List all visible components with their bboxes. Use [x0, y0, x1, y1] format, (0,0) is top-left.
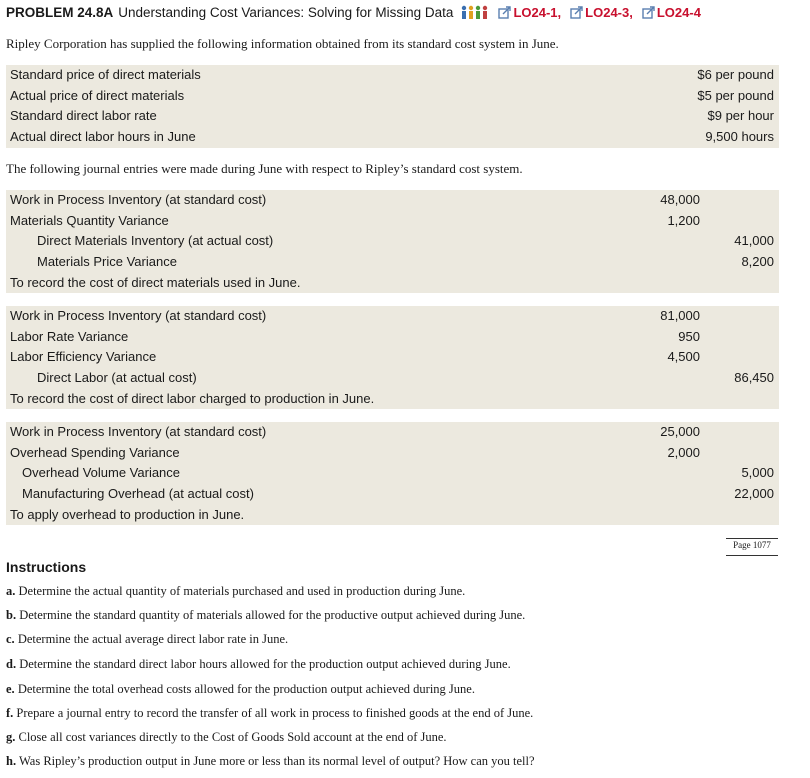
account-name: Labor Rate Variance — [10, 328, 129, 344]
instruction-text: Was Ripley’s production output in June more or less than its normal level of output? How can you tell? — [18, 754, 535, 768]
journal-explanation — [6, 389, 779, 410]
journal-line — [6, 190, 779, 211]
account-name: Work in Process Inventory (at standard cost) — [10, 192, 267, 207]
instruction-item — [6, 632, 288, 647]
intro-text: Ripley Corporation has supplied the following information obtained from its standard cost system in June. — [6, 36, 559, 51]
instruction-key: h. — [6, 754, 17, 768]
account-name: Direct Materials Inventory (at actual cost) — [37, 233, 274, 249]
page-reference: Page 1077 — [726, 538, 778, 556]
instruction-key: b. — [6, 608, 17, 622]
external-link-icon — [498, 6, 511, 19]
credit-amount: 5,000 — [741, 465, 774, 481]
instruction-item — [6, 730, 447, 745]
account-name: Direct Labor (at actual cost) — [37, 370, 197, 386]
journal-explanation — [6, 505, 779, 526]
instructions-title: Instructions — [6, 559, 87, 575]
group-activity-icon — [459, 4, 489, 20]
problem-header — [6, 2, 701, 22]
credit-amount: 22,000 — [734, 486, 774, 502]
external-link-icon — [642, 6, 655, 19]
learning-objective-2-label: LO24-3 — [585, 4, 630, 20]
journal-explanation — [6, 273, 779, 294]
instruction-item — [6, 657, 511, 672]
instruction-text: Determine the total overhead costs allowed for the production output achieved during June. — [17, 682, 475, 696]
standards-label: Standard direct labor rate — [10, 108, 157, 124]
account-name: Overhead Volume Variance — [22, 465, 181, 481]
credit-amount: 41,000 — [734, 233, 774, 249]
journal-line — [6, 463, 779, 484]
standards-row — [6, 127, 779, 148]
instruction-item — [6, 706, 533, 721]
debit-amount: 48,000 — [660, 192, 700, 207]
standards-value: $5 per pound — [697, 87, 774, 103]
standards-value: $9 per hour — [707, 108, 774, 124]
journal-line — [6, 231, 779, 252]
instruction-key: f. — [6, 706, 14, 720]
account-name: Materials Price Variance — [37, 254, 177, 270]
account-name: Overhead Spending Variance — [10, 444, 180, 460]
instruction-key: a. — [6, 584, 16, 598]
explanation-text: To record the cost of direct labor charged to production in June. — [10, 390, 375, 406]
journal-line — [6, 327, 779, 348]
journal-line — [6, 368, 779, 389]
problem-title: Understanding Cost Variances: Solving for Missing Data — [118, 4, 454, 20]
debit-amount: 950 — [678, 328, 700, 344]
instruction-text: Determine the standard quantity of materials allowed for the productive output achieved during June. — [19, 608, 526, 622]
standards-table — [6, 65, 779, 148]
instruction-text: Determine the actual quantity of materials purchased and used in production during June. — [18, 584, 466, 598]
explanation-text: To record the cost of direct materials used in June. — [10, 274, 301, 290]
journal-line — [6, 443, 779, 464]
standards-label: Actual price of direct materials — [10, 87, 185, 103]
account-name: Labor Efficiency Variance — [10, 349, 157, 365]
account-name: Work in Process Inventory (at standard cost) — [10, 308, 267, 323]
standards-value: $6 per pound — [697, 67, 774, 82]
debit-amount: 1,200 — [667, 212, 700, 228]
standards-label: Actual direct labor hours in June — [10, 129, 196, 145]
instruction-item — [6, 584, 465, 599]
debit-amount: 25,000 — [660, 424, 700, 439]
external-link-icon — [570, 6, 583, 19]
problem-number: PROBLEM 24.8A — [6, 4, 114, 20]
credit-amount: 8,200 — [741, 254, 774, 270]
learning-objective-3-label: LO24-4 — [656, 4, 701, 20]
instruction-text: Prepare a journal entry to record the transfer of all work in process to finished goods at the end of June. — [16, 706, 534, 720]
credit-amount: 86,450 — [734, 370, 774, 386]
journal-line — [6, 347, 779, 368]
instruction-text: Determine the standard direct labor hours allowed for the production output achieved during June. — [19, 657, 511, 671]
account-name: Materials Quantity Variance — [10, 212, 169, 228]
instruction-text: Determine the actual average direct labor rate in June. — [17, 632, 289, 646]
account-name: Manufacturing Overhead (at actual cost) — [22, 486, 254, 502]
journal-entry-overhead — [6, 422, 779, 525]
journal-entry-materials — [6, 190, 779, 293]
instruction-item — [6, 682, 475, 697]
journal-line — [6, 306, 779, 327]
debit-amount: 2,000 — [667, 444, 700, 460]
learning-objective-3[interactable] — [642, 5, 701, 20]
journal-line — [6, 211, 779, 232]
instruction-text: Close all cost variances directly to the Cost of Goods Sold account at the end of June. — [18, 730, 447, 744]
instruction-key: e. — [6, 682, 15, 696]
journal-entry-labor — [6, 306, 779, 409]
learning-objective-1-label: LO24-1 — [513, 4, 558, 20]
learning-objective-2[interactable]: LO24-3 , — [570, 5, 633, 20]
debit-amount: 81,000 — [660, 308, 700, 323]
instruction-item — [6, 754, 535, 769]
instruction-key: g. — [6, 730, 16, 744]
journal-line — [6, 252, 779, 273]
learning-objective-1[interactable]: LO24-1 , — [498, 5, 561, 20]
journal-line — [6, 422, 779, 443]
standards-row — [6, 86, 779, 107]
standards-label: Standard price of direct materials — [10, 67, 201, 82]
instruction-key: c. — [6, 632, 15, 646]
instruction-item — [6, 608, 525, 623]
instruction-key: d. — [6, 657, 17, 671]
account-name: Work in Process Inventory (at standard cost) — [10, 424, 267, 439]
standards-row — [6, 65, 779, 86]
debit-amount: 4,500 — [667, 349, 700, 365]
standards-value: 9,500 hours — [705, 129, 774, 145]
journal-intro-text: The following journal entries were made during June with respect to Ripley’s standard cost system. — [6, 161, 523, 176]
explanation-text: To apply overhead to production in June. — [10, 506, 245, 522]
standards-row — [6, 106, 779, 127]
journal-line — [6, 484, 779, 505]
